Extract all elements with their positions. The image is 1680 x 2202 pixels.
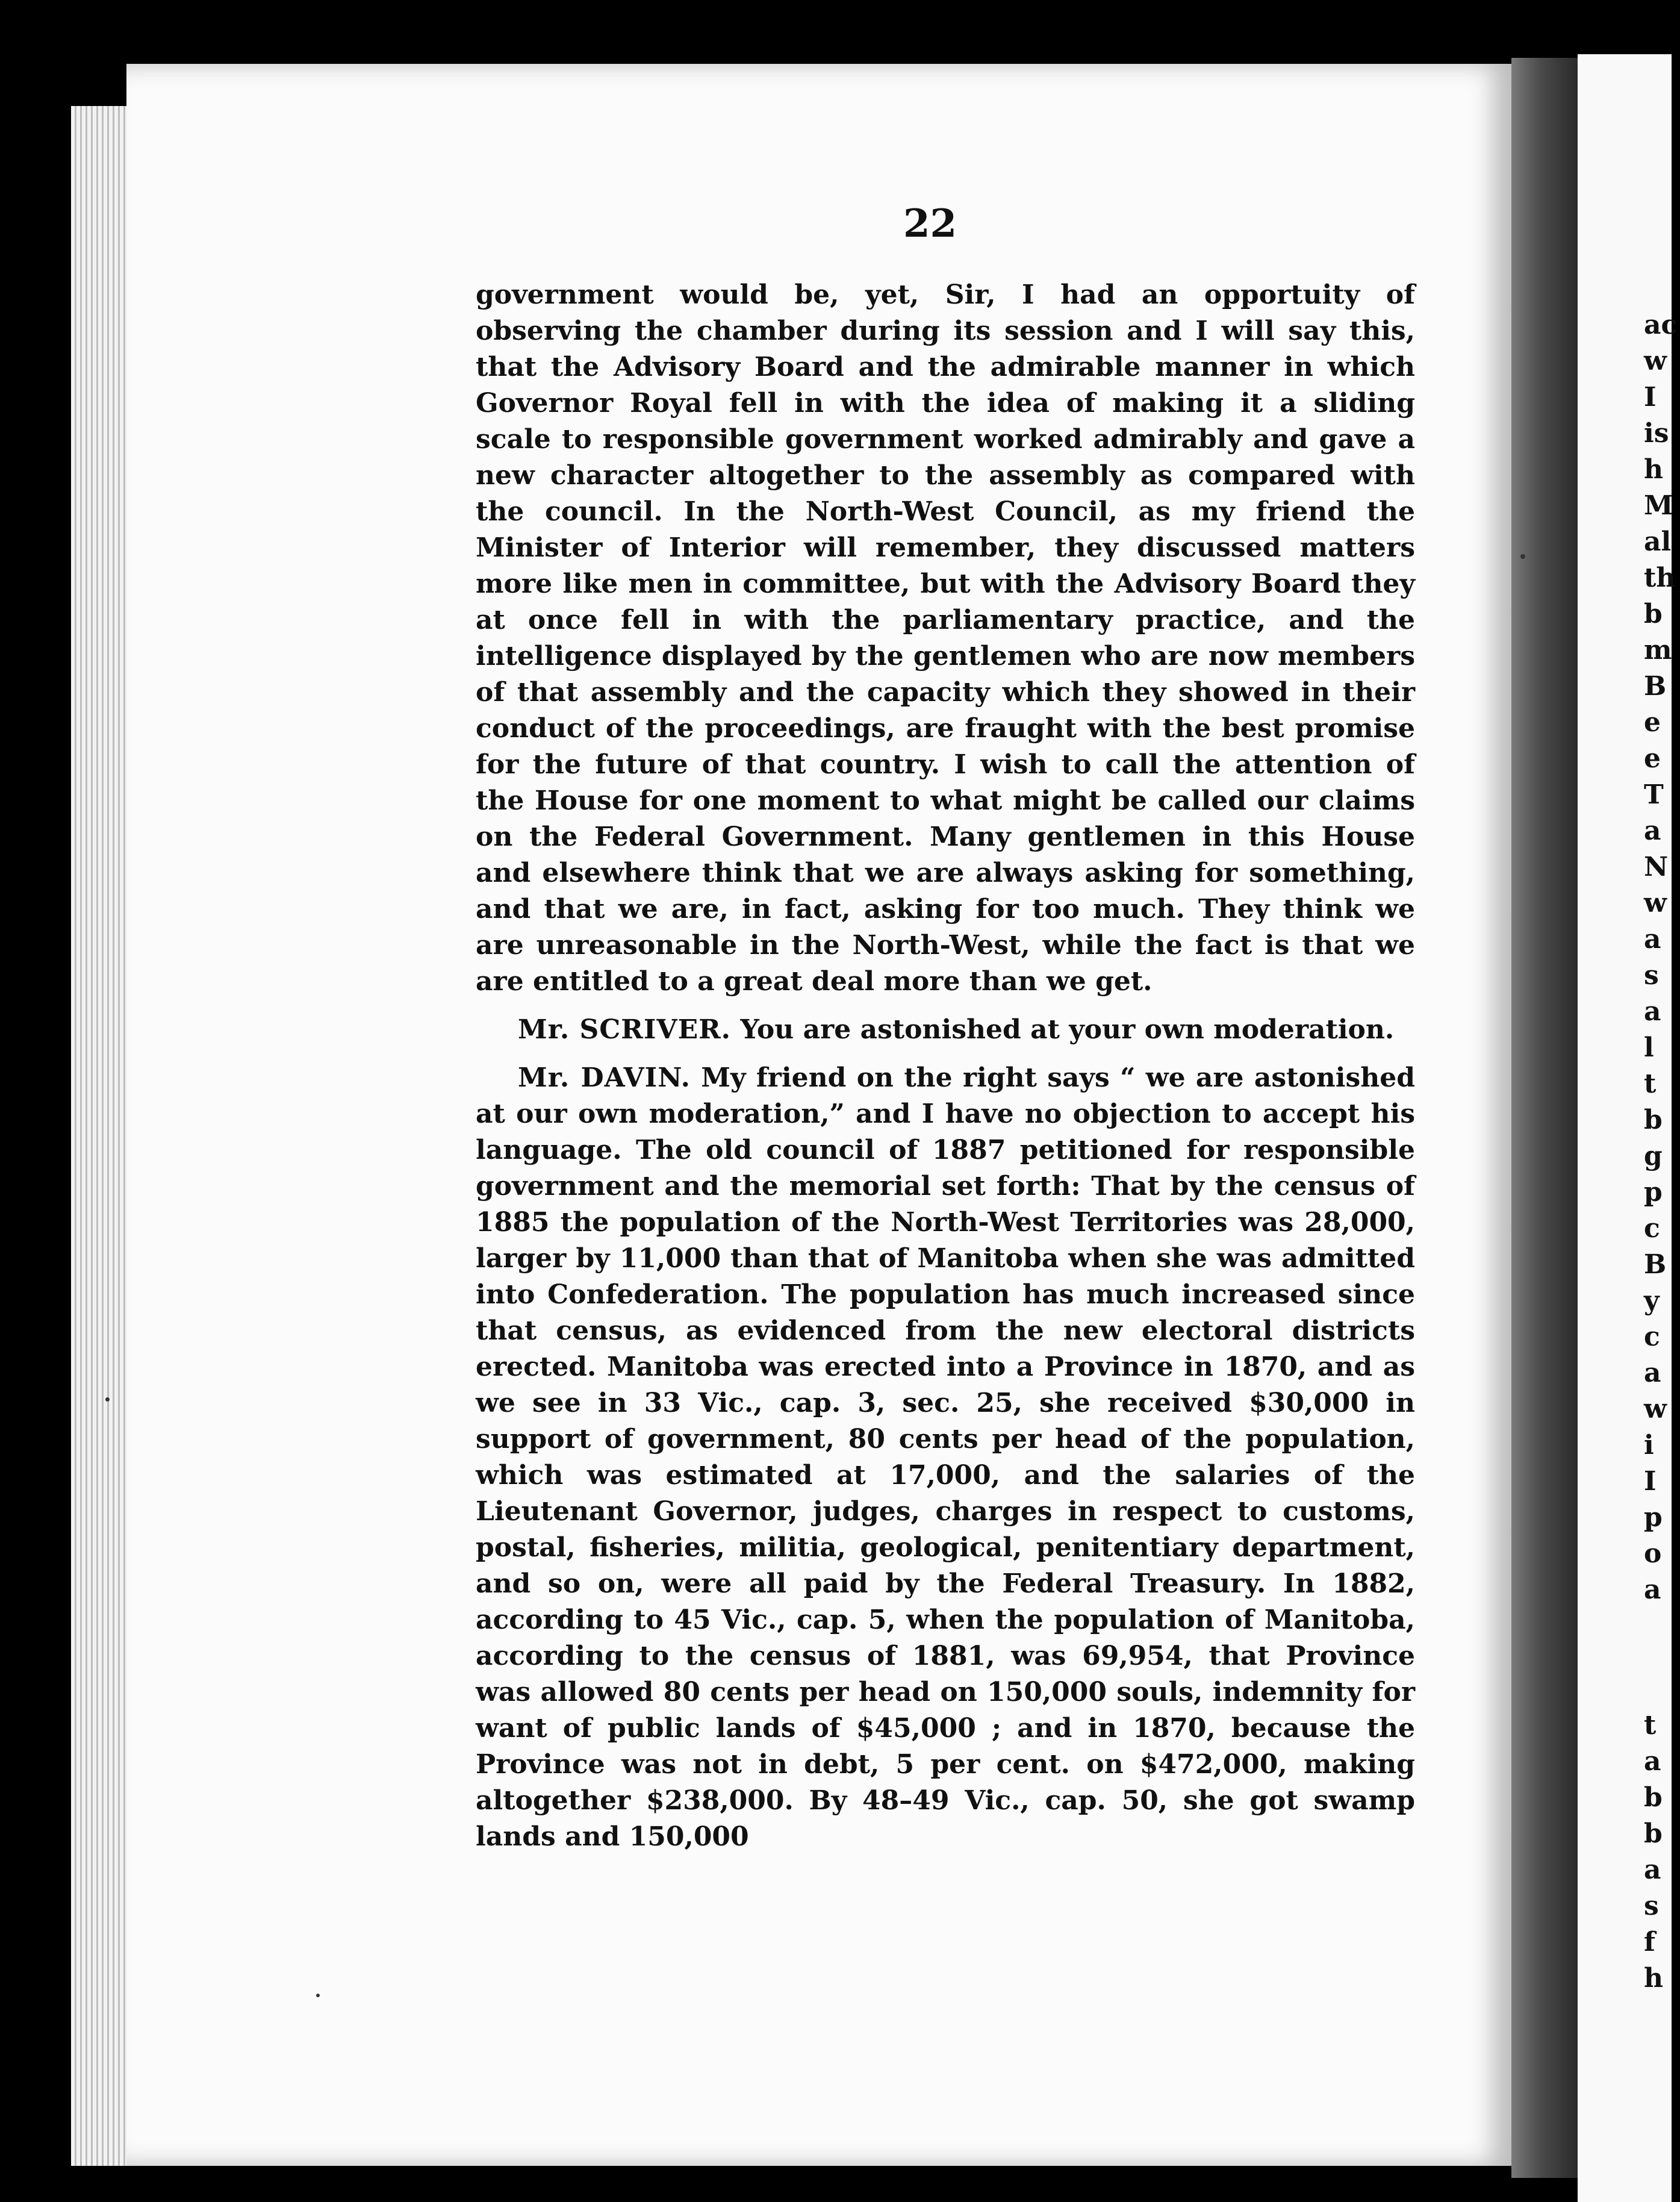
facing-page-line: c <box>1644 1213 1660 1244</box>
facing-page-line: t <box>1644 1710 1657 1741</box>
paragraph-text: My friend on the right says “ we are astonished at our own moderation,” and I have no objection to accept his language. The old council of 1887 petitioned for responsible government and the memorial set forth: That by the census of 1885 the population of the North-West Territories was 28,000, larger by 11,000 than that of Manitoba when she was admitted into Confederation. The population has much increased since that census, as evidenced from the new electoral districts erected. Manitoba was erected into a Province in 1870, and as we see in 33 Vic., cap. 3, sec. 25, she received $30,000 in support of government, 80 cents per head of the population, which was estimated at 17,000, and the salaries of the Lieutenant Governor, judges, charges in respect to customs, postal, fisheries, militia, geological, penitentiary department, and so on, were all paid by the Federal Treasury. In 1882, according to 45 Vic., cap. 5, when the population of Manitoba, according to the census of 1881, was 69,954, that Province was allowed 80 cents per head on 150,000 souls, indemnity for want of public lands of $45,000 ; and in 1870, because the Province was not in debt, 5 per cent. on $472,000, making altogether $238,000. By 48–49 Vic., cap. 50, she got swamp lands and 150,000 <box>476 1062 1416 1852</box>
facing-page-line: h <box>1644 454 1663 485</box>
facing-page-line: i <box>1644 1430 1654 1461</box>
facing-page-line: a <box>1644 816 1661 846</box>
facing-page-line: a <box>1644 924 1661 955</box>
facing-page-line: is <box>1644 418 1669 449</box>
facing-page-line: o <box>1644 1538 1662 1569</box>
facing-page-line: m <box>1644 635 1672 666</box>
facing-page-line: t <box>1644 1068 1657 1099</box>
facing-page-line: p <box>1644 1502 1663 1533</box>
facing-page-line: w <box>1644 346 1667 376</box>
facing-page-line: l <box>1644 1032 1654 1063</box>
facing-page-line: g <box>1644 1141 1663 1171</box>
facing-page-line: a <box>1644 1574 1661 1605</box>
facing-page-line: y <box>1644 1285 1660 1316</box>
facing-page-text-upper <box>1644 307 1680 1608</box>
facing-page-line: I <box>1644 1466 1657 1497</box>
facing-page-line: a <box>1644 996 1661 1027</box>
book-gutter <box>1511 58 1578 2178</box>
facing-page-line: s <box>1644 1891 1659 1921</box>
facing-page-text-lower <box>1644 1708 1680 1997</box>
paragraph-scriver <box>476 1012 1415 1048</box>
paragraph-text: government would be, yet, Sir, I had an opportuity of observing the chamber during its session and I will say this, that the Advisory Board and the admirable manner in which Governor Royal fell in with the idea of making it a sliding scale to responsible government worked admirably and gave a new character altogether to the assembly as compared with the council. In the North-West Council, as my friend the Minister of Interior will remember, they discussed matters more like men in committee, but with the Advisory Board they at once fell in with the parliamentary practice, and the intelligence displayed by the gentlemen who are now members of that assembly and the capacity which they showed in their conduct of the proceedings, are fraught with the best promise for the future of that country. I wish to call the attention of the House for one moment to what might be called our claims on the Federal Government. Many gentlemen in this House and elsewhere think that we are always asking for something, and that we are, in fact, asking for too much. They think we are unreasonable in the North-West, while the fact is that we are entitled to a great deal more than we get. <box>476 279 1415 997</box>
paragraph-text: You are astonished at your own moderation. <box>740 1014 1395 1045</box>
paragraph-continuation <box>476 277 1415 1000</box>
speaker-name: Mr. SCRIVER. <box>518 1014 731 1045</box>
facing-page-line: b <box>1644 1782 1663 1813</box>
scan-speck <box>1520 554 1525 559</box>
facing-page-line: w <box>1644 1394 1667 1424</box>
facing-page-line: w <box>1644 888 1667 919</box>
facing-page-line: p <box>1644 1177 1663 1208</box>
facing-page-line: c <box>1644 1321 1660 1352</box>
page-number: 22 <box>903 201 957 246</box>
paragraph-davin <box>476 1060 1415 1855</box>
facing-page-line: a <box>1644 1854 1661 1885</box>
scan-speck <box>105 1397 110 1402</box>
facing-page-line: M <box>1644 490 1673 521</box>
facing-page-line: a <box>1644 1358 1661 1388</box>
facing-page-line: a <box>1644 1746 1661 1777</box>
facing-page-line: th <box>1644 563 1676 593</box>
speaker-name: Mr. DAVIN. <box>518 1062 691 1093</box>
facing-page-line: b <box>1644 599 1663 629</box>
facing-page-line: b <box>1644 1105 1663 1135</box>
facing-page-line: I <box>1644 382 1657 413</box>
facing-page-line: B <box>1644 1249 1667 1280</box>
facing-page-line: e <box>1644 743 1661 774</box>
facing-page-line: f <box>1644 1927 1655 1957</box>
page-body <box>476 277 1415 1867</box>
facing-page-line: h <box>1644 1963 1663 1994</box>
facing-page-line: b <box>1644 1818 1663 1849</box>
scan-speck <box>316 1994 320 1997</box>
facing-page-line: ac <box>1644 310 1678 340</box>
facing-page-line: B <box>1644 671 1667 702</box>
facing-page-line: al <box>1644 526 1672 557</box>
facing-page-line: T <box>1644 779 1664 810</box>
facing-page-line: N <box>1644 852 1669 882</box>
facing-page-line: s <box>1644 960 1659 991</box>
facing-page-line: e <box>1644 707 1661 738</box>
facing-page <box>1578 54 1678 2202</box>
